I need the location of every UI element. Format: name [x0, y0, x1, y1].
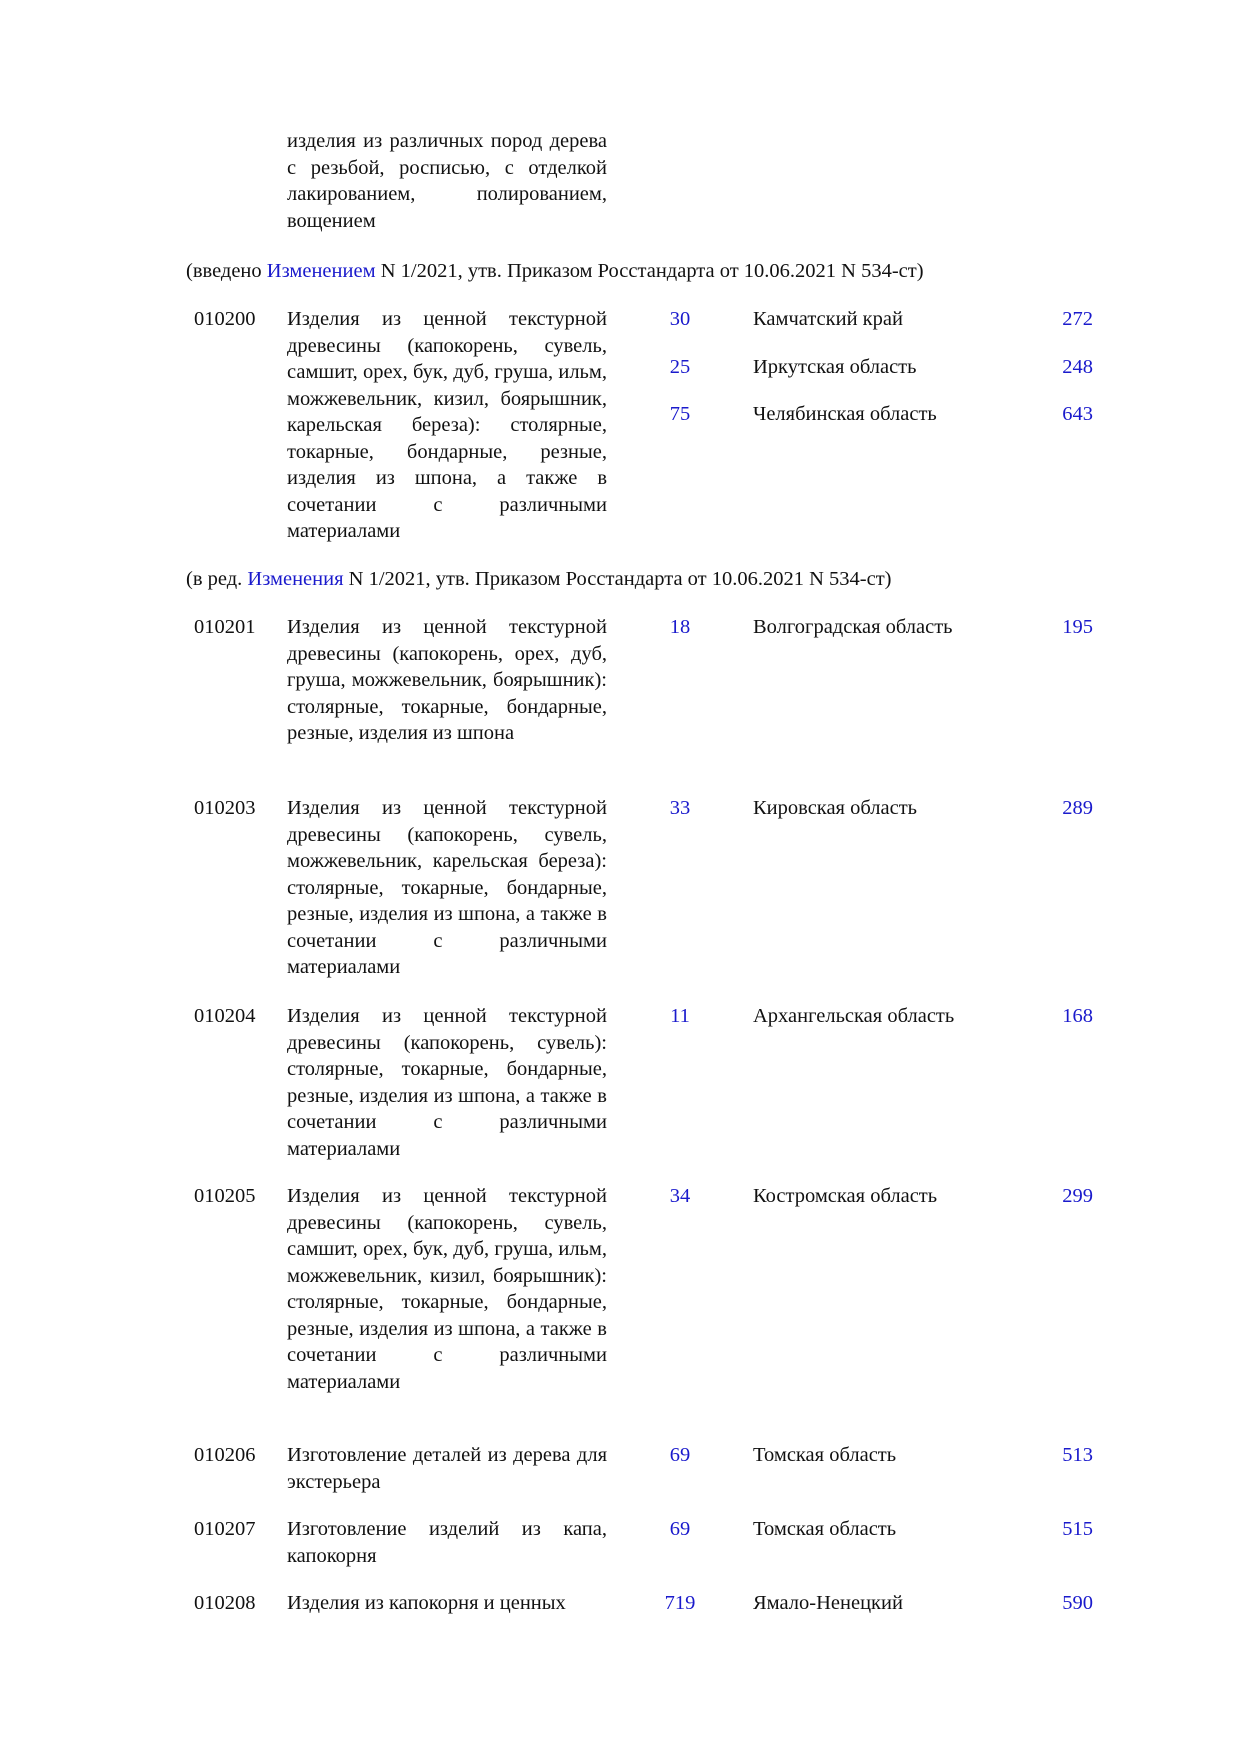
note-suffix: N 1/2021, утв. Приказом Росстандарта от 10.06.2021 N 534-ст)	[343, 568, 892, 590]
region-code-link[interactable]: 168	[1062, 1005, 1093, 1027]
code-link[interactable]: 30	[669, 308, 691, 330]
okved-code: 010201	[194, 616, 256, 638]
region-code-link[interactable]: 195	[1062, 616, 1093, 638]
region-code-column	[1013, 795, 1093, 843]
region-name: Иркутская область	[753, 355, 917, 378]
note-prefix: (в ред.	[186, 568, 248, 590]
item-description: Изделия из ценной текстурной древесины (капокорень, сувель, самшит, орех, бук, дуб, груша, ильм, можжевельник, кизил, боярышник): столярные, токарные, бондарные, резные, изделия из шпона, а также в сочетании с различными материалами	[287, 1185, 607, 1393]
region-code-column	[1013, 614, 1093, 662]
region-code-column	[1013, 1003, 1093, 1051]
continuation-description: изделия из различных пород дерева с резьбой, росписью, с отделкой лакированием, полированием, вощением	[287, 130, 607, 232]
amendment-link[interactable]: Изменением	[266, 260, 376, 282]
item-description: Изделия из ценной текстурной древесины (капокорень, орех, дуб, груша, можжевельник, боярышник): столярные, токарные, бондарные, резные, изделия из шпона	[287, 616, 607, 744]
region-name: Костромская область	[753, 1185, 938, 1207]
code-column	[640, 795, 720, 843]
region-column	[753, 1003, 1013, 1051]
region-name: Камчатский край	[753, 308, 903, 330]
region-column	[753, 795, 1013, 843]
code-link[interactable]: 69	[669, 1518, 691, 1540]
okved-code: 010200	[194, 308, 256, 330]
code-column	[640, 306, 720, 449]
region-name: Волгоградская область	[753, 616, 953, 638]
region-code-link[interactable]: 643	[1062, 403, 1093, 425]
item-description: Изделия из капокорня и ценных	[287, 1592, 566, 1614]
code-column	[640, 1183, 720, 1231]
region-code-link[interactable]: 272	[1062, 308, 1093, 330]
amendment-note-1	[186, 258, 924, 285]
region-code-link[interactable]: 590	[1062, 1592, 1093, 1614]
okved-code: 010207	[194, 1518, 256, 1540]
region-name: Челябинская область	[753, 403, 937, 425]
item-description: Изделия из ценной текстурной древесины (капокорень, сувель, самшит, орех, бук, дуб, груша, ильм, можжевельник, кизил, боярышник, карельская береза): столярные, токарные, бондарные, резные, изделия из шпона, а также в сочетании с различными материалами	[287, 308, 607, 542]
region-name: Томская область	[753, 1444, 897, 1466]
code-link[interactable]: 33	[669, 797, 691, 819]
region-code-link[interactable]: 248	[1062, 355, 1093, 378]
region-code-column	[1013, 1183, 1093, 1231]
okved-code: 010206	[194, 1444, 256, 1466]
code-link[interactable]: 11	[670, 1005, 690, 1027]
code-link[interactable]: 25	[669, 355, 691, 378]
region-code-column	[1013, 306, 1093, 449]
region-column	[753, 306, 1013, 449]
note-prefix: (введено	[186, 260, 267, 282]
amendment-note-2	[186, 566, 892, 593]
code-link[interactable]: 69	[669, 1444, 691, 1466]
code-column	[640, 1442, 720, 1490]
region-name: Кировская область	[753, 797, 918, 819]
okved-code: 010208	[194, 1592, 256, 1614]
code-link[interactable]: 18	[669, 616, 691, 638]
code-link[interactable]: 75	[669, 403, 691, 425]
region-code-link[interactable]: 515	[1062, 1518, 1093, 1540]
code-column	[640, 1516, 720, 1564]
okved-code: 010204	[194, 1005, 256, 1027]
code-column	[640, 1003, 720, 1051]
region-name: Ямало-Ненецкий	[753, 1592, 903, 1614]
okved-code: 010205	[194, 1185, 256, 1207]
code-link[interactable]: 719	[664, 1592, 696, 1614]
code-link[interactable]: 34	[669, 1185, 691, 1207]
item-description: Изделия из ценной текстурной древесины (капокорень, сувель): столярные, токарные, бондарные, резные, изделия из шпона, а также в сочетании с различными материалами	[287, 1005, 607, 1160]
note-suffix: N 1/2021, утв. Приказом Росстандарта от 10.06.2021 N 534-ст)	[375, 260, 924, 282]
region-code-link[interactable]: 289	[1062, 797, 1093, 819]
code-column	[640, 614, 720, 662]
item-description: Изготовление изделий из капа, капокорня	[287, 1518, 607, 1567]
region-code-column	[1013, 1516, 1093, 1564]
region-column	[753, 1442, 1013, 1490]
amendment-link[interactable]: Изменения	[247, 568, 344, 590]
region-column	[753, 1590, 1013, 1638]
okved-code: 010203	[194, 797, 256, 819]
region-column	[753, 1183, 1013, 1231]
item-description: Изготовление деталей из дерева для экстерьера	[287, 1444, 607, 1493]
region-name: Архангельская область	[753, 1005, 955, 1027]
region-code-link[interactable]: 299	[1062, 1185, 1093, 1207]
region-code-column	[1013, 1442, 1093, 1490]
region-column	[753, 614, 1013, 662]
region-column	[753, 1516, 1013, 1564]
item-description: Изделия из ценной текстурной древесины (капокорень, сувель, можжевельник, карельская береза): столярные, токарные, бондарные, резные, изделия из шпона, а также в сочетании с различными материалами	[287, 797, 607, 978]
code-column	[640, 1590, 720, 1638]
region-code-link[interactable]: 513	[1062, 1444, 1093, 1466]
region-name: Томская область	[753, 1518, 897, 1540]
region-code-column	[1013, 1590, 1093, 1638]
